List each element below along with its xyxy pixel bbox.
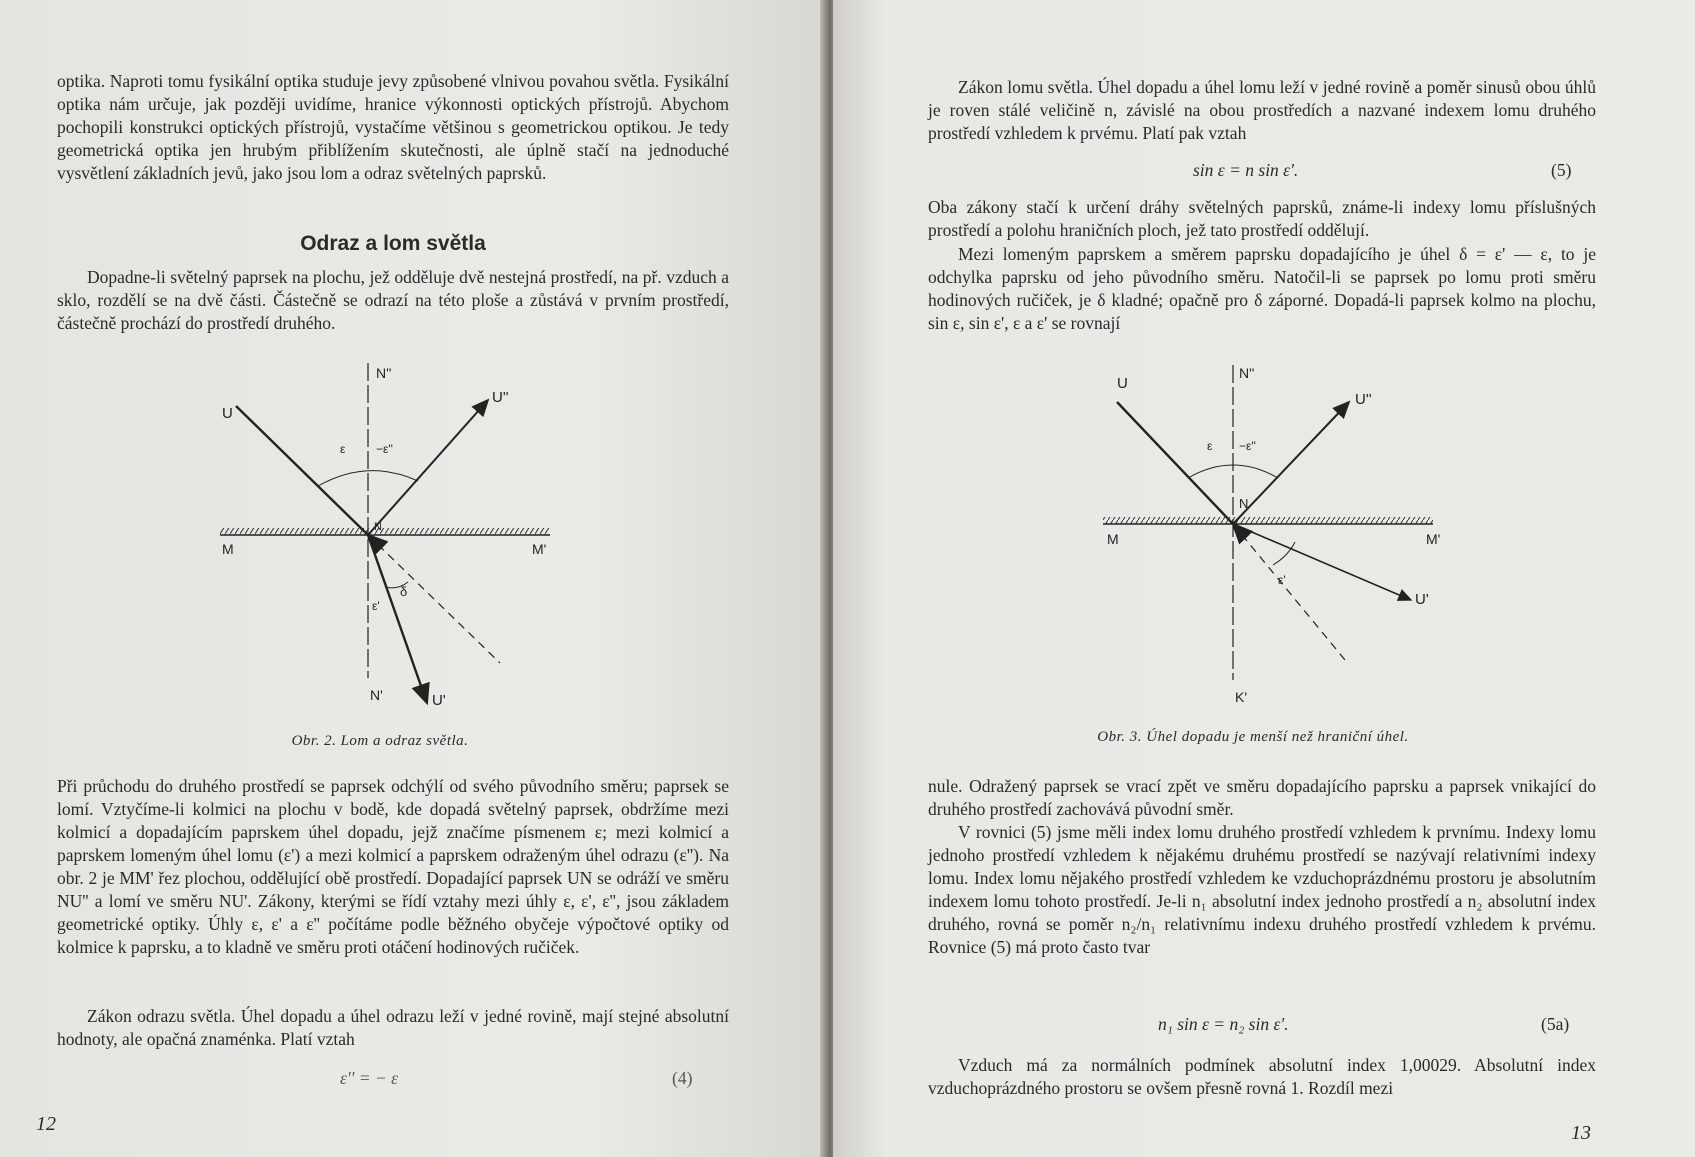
label-u-refl: U'' xyxy=(492,389,509,406)
label-n: N xyxy=(374,521,382,533)
label-u: U xyxy=(222,405,233,422)
label-n: N xyxy=(1239,496,1249,511)
equation: n₁ sin ε = n₂ sin ε'. xyxy=(1158,1014,1289,1034)
label-n-top: N'' xyxy=(1239,365,1255,381)
equation-number: (4) xyxy=(672,1068,693,1088)
label-u-prime: U' xyxy=(1415,591,1429,608)
left-page xyxy=(0,0,827,1157)
equation-number: (5a) xyxy=(1541,1014,1570,1034)
equation-number: (5) xyxy=(1551,160,1572,180)
equation: sin ε = n sin ε'. xyxy=(1193,160,1299,180)
label-eps-prime: ε' xyxy=(372,599,380,613)
figure-3-diagram xyxy=(1073,360,1453,710)
section-heading: Odraz a lom světla xyxy=(300,232,486,255)
paragraph: Zákon lomu světla. Úhel dopadu a úhel lomu leží v jedné rovině a poměr sinusů obou úhlů je roven stálé veličině n, závislé na obou prostředích a nazvané indexem lomu druhého prostředí vzhledem k prvému. Platí pak vztah xyxy=(928,77,1596,143)
paragraph: Mezi lomeným paprskem a směrem paprsku dopadajícího je úhel δ = ε' — ε, to je odchylka paprsku od jeho původního směru. Natočil-li se paprsek po lomu proti směru hodinových ručiček, je δ kladné; opačně pro δ záporné. Dopadá-li paprsek kolmo na plochu, sin ε, sin ε', ε a ε' se rovnají xyxy=(928,244,1596,333)
intro-paragraph: optika. Naproti tomu fysikální optika studuje jevy způsobené vlnivou povahou světla. Fysikální optika nám určuje, jak později uvidíme, hranice výkonnosti optických přístrojů. Abychom pochopili konstrukci optických přístrojů, vystačíme většinou s geometrickou optikou. Je tedy geometrická optika jen hrubým přiblížením skutečnosti, ale úplně stačí na jednoduché vysvětlení základních jevů, jako jsou lom a odraz světelných paprsků. xyxy=(57,71,729,183)
figure-2-diagram xyxy=(200,358,560,728)
paragraph: Vzduch má za normálních podmínek absolutní index 1,00029. Absolutní index vzduchoprázdného prostoru se ovšem přesně rovná 1. Rozdíl mezi xyxy=(928,1055,1596,1098)
page-number: 12 xyxy=(36,1113,56,1135)
label-m: M xyxy=(222,541,234,557)
paragraph: Oba zákony stačí k určení dráhy světelných paprsků, známe-li indexy lomu příslušných prostředí a polohu hraničních ploch, jež tato prostředí oddělují. xyxy=(928,197,1596,240)
label-eps-refl: −ε'' xyxy=(1239,439,1256,453)
label-u-prime: U' xyxy=(432,692,446,709)
label-n-top: N'' xyxy=(376,365,392,381)
paragraph: Při průchodu do druhého prostředí se paprsek odchýlí od svého původního směru; paprsek se lomí. Vztyčíme-li kolmici na plochu v bodě, kde dopadá světelný paprsek, obdržíme mezi kolmicí a dopadajícím paprskem úhel dopadu, jejž značíme písmenem ε; mezi kolmicí a paprskem lomeným úhel lomu (ε') a mezi kolmicí a paprskem odraženým úhel odrazu (ε''). Na obr. 2 je MM' řez plochou, oddělující obě prostředí. Dopadající paprsek UN se odráží ve směru NU'' a lomí ve směru NU'. Zákony, kterými se řídí vztahy mezi úhly ε, ε', ε'', jsou základem geometrické optiky. Úhly ε, ε' a ε'' počítáme podle běžného obyčeje výpočtové optiky od kolmice k paprsku, a to kladně ve směru proti otáčení hodinových ručiček. xyxy=(57,776,729,957)
paragraph: nule. Odražený paprsek se vrací zpět ve směru dopadajícího paprsku a paprsek vnikající do druhého prostředí zachovává původní směr. xyxy=(928,776,1596,819)
label-eps: ε xyxy=(1207,439,1213,453)
label-u: U xyxy=(1117,375,1128,392)
label-eps-refl: −ε'' xyxy=(376,442,393,456)
figure-caption: Obr. 3. Úhel dopadu je menší než hraniční úhel. xyxy=(1097,729,1409,745)
label-eps-prime: ε' xyxy=(1278,573,1286,587)
equation: ε'' = − ε xyxy=(340,1068,399,1088)
page-number: 13 xyxy=(1571,1122,1591,1144)
label-m-prime: M' xyxy=(1426,531,1441,547)
label-delta: δ xyxy=(400,584,408,599)
label-u-refl: U'' xyxy=(1355,391,1372,408)
paragraph: V rovnici (5) jsme měli index lomu druhého prostředí vzhledem k prvnímu. Indexy lomu jednoho prostředí vzhledem k nějakému druhému prostředí se nazývají relativními indexy lomu. Index lomu nějakého prostředí vzhledem ke vzduchoprázdnému prostoru je absolutním indexem lomu tohoto prostředí. Je-li n₁ absolutní index jednoho prostředí a n₂ absolutní index druhého, rovná se poměr n₂/n₁ relativnímu indexu druhého prostředí vzhledem k prvému. Rovnice (5) má proto často tvar xyxy=(928,822,1596,957)
figure-caption: Obr. 2. Lom a odraz světla. xyxy=(291,733,469,749)
label-n-bottom: N' xyxy=(370,687,383,703)
label-m: M xyxy=(1107,531,1119,547)
paragraph: Dopadne-li světelný paprsek na plochu, jež odděluje dvě nestejná prostředí, na př. vzduch a sklo, rozdělí se na dvě části. Částečně se odrazí na této ploše a zůstává v prvním prostředí, částečně prochází do prostředí druhého. xyxy=(57,267,729,333)
label-eps: ε xyxy=(340,442,346,456)
label-n-bottom: K' xyxy=(1235,689,1248,705)
right-page xyxy=(833,0,1695,1157)
label-m-prime: M' xyxy=(532,541,547,557)
paragraph: Zákon odrazu světla. Úhel dopadu a úhel odrazu leží v jedné rovině, mají stejné absolutní hodnoty, ale opačná znaménka. Platí vztah xyxy=(57,1006,729,1049)
